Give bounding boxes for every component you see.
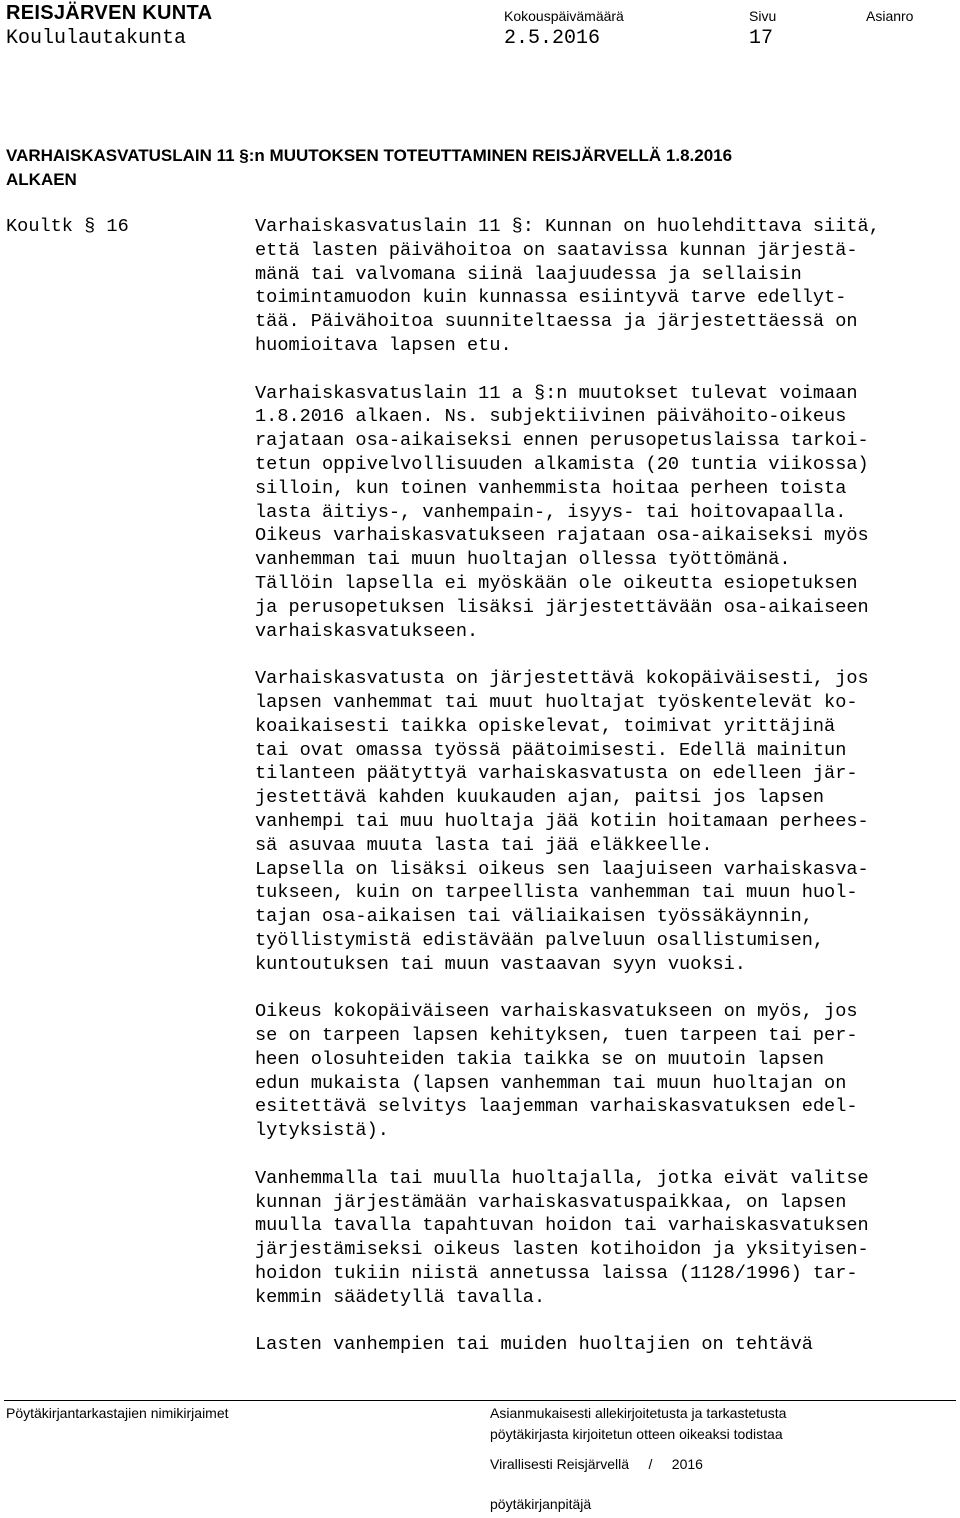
body-text-line: Varhaiskasvatusta on järjestettävä kokopäiväisesti, jos [255, 668, 869, 690]
body-text-line: edun mukaista (lapsen vanhemman tai muun huoltajan on [255, 1072, 847, 1094]
body-text-line: työllistymistä edistävään palveluun osallistumisen, [255, 929, 825, 951]
body-text-line: lasta äitiys-, vanhempain-, isyys- tai hoitovapaalla. [255, 501, 847, 523]
body-text-line: kuntoutuksen tai muun vastaavan syyn vuoksi. [255, 953, 746, 975]
body-text-line: mänä tai valvomana siinä laajuudessa ja sellaisin [255, 263, 802, 285]
body-text-line: Lasten vanhempien tai muiden huoltajien on tehtävä [255, 1334, 813, 1356]
footer-initials-label: Pöytäkirjantarkastajien nimikirjaimet [6, 1405, 229, 1421]
body-text-line: Oikeus varhaiskasvatukseen rajataan osa-aikaiseksi myös [255, 525, 869, 547]
body-text-line: kunnan järjestämään varhaiskasvatuspaikkaa, on lapsen [255, 1191, 847, 1213]
body-text-line: rajataan osa-aikaiseksi ennen perusopetuslaissa tarkoi- [255, 430, 869, 452]
body-text-line: Lapsella on lisäksi oikeus sen laajuiseen varhaiskasva- [255, 858, 869, 880]
organization-name: REISJÄRVEN KUNTA [6, 2, 213, 24]
body-text-line: lapsen vanhemmat tai muut huoltajat työskentelevät ko- [255, 691, 858, 713]
document-title-line-2: ALKAEN [6, 170, 77, 189]
paragraph-gap [255, 358, 880, 382]
body-text-line: Oikeus kokopäiväiseen varhaiskasvatukseen on myös, jos [255, 1001, 858, 1023]
body-text-line: hoidon tukiin niistä annetussa laissa (1128/1996) tar- [255, 1263, 858, 1285]
body-text-line: jestettävä kahden kuukauden ajan, paitsi jos lapsen [255, 787, 825, 809]
body-text-line: että lasten päivähoitoa on saatavissa kunnan järjestä- [255, 239, 858, 261]
committee-name: Koululautakunta [6, 27, 187, 50]
paragraph-gap [255, 1310, 880, 1334]
body-text-line: 1.8.2016 alkaen. Ns. subjektiivinen päivähoito-oikeus [255, 406, 847, 428]
body-text-line: tetun oppivelvollisuuden alkamista (20 tuntia viikossa) [255, 453, 869, 475]
page-number: 17 [749, 27, 774, 50]
footer-minutes-keeper: pöytäkirjanpitäjä [490, 1496, 592, 1512]
main-body-text [255, 215, 880, 1357]
body-text-line: tukseen, kuin on tarpeellista vanhemman tai muun huol- [255, 882, 858, 904]
body-text-line: se on tarpeen lapsen kehityksen, tuen tarpeen tai per- [255, 1025, 858, 1047]
paragraph-gap [255, 643, 880, 667]
meeting-date: 2.5.2016 [504, 27, 601, 50]
paragraph-gap [255, 977, 880, 1001]
document-title-line-1: VARHAISKASVATUSLAIN 11 §:n MUUTOKSEN TOTEUTTAMINEN REISJÄRVELLÄ 1.8.2016 [6, 146, 733, 165]
body-text-line: Tällöin lapsella ei myöskään ole oikeutta esiopetuksen [255, 572, 858, 594]
paragraph-gap [255, 1143, 880, 1167]
body-text-line: sä asuvaa muuta lasta tai jää eläkkeelle. [255, 834, 713, 856]
body-text-line: heen olosuhteiden takia taikka se on muutoin lapsen [255, 1048, 825, 1070]
body-text-line: kemmin säädetyllä tavalla. [255, 1286, 546, 1308]
body-text-line: varhaiskasvatukseen. [255, 620, 479, 642]
footer-divider [4, 1400, 956, 1401]
body-text-line: Vanhemmalla tai muulla huoltajalla, jotka eivät valitse [255, 1167, 869, 1189]
body-text-line: ja perusopetuksen lisäksi järjestettävään osa-aikaiseen [255, 596, 869, 618]
body-text-line: silloin, kun toinen vanhemmista hoitaa perheen toista [255, 477, 847, 499]
meeting-date-label: Kokouspäivämäärä [504, 8, 624, 24]
body-text-line: Varhaiskasvatuslain 11 §: Kunnan on huolehdittava siitä, [255, 216, 880, 237]
body-text-line: esitettävä selvitys laajemman varhaiskasvatuksen edel- [255, 1096, 858, 1118]
footer-certification-line-1: Asianmukaisesti allekirjoitetusta ja tarkastetusta [490, 1405, 787, 1421]
footer-certification-line-2: pöytäkirjasta kirjoitetun otteen oikeaksi todistaa [490, 1426, 783, 1442]
body-text-line: huomioitava lapsen etu. [255, 334, 512, 356]
body-text-line: koaikaisesti taikka opiskelevat, toimivat yrittäjinä [255, 715, 836, 737]
body-text-line: tää. Päivähoitoa suunniteltaessa ja järjestettäessä on [255, 311, 858, 333]
body-text-line: tai ovat omassa työssä päätoimisesti. Edellä mainitun [255, 739, 847, 761]
body-text-line: muulla tavalla tapahtuvan hoidon tai varhaiskasvatuksen [255, 1215, 869, 1237]
body-text-line: Varhaiskasvatuslain 11 a §:n muutokset tulevat voimaan [255, 382, 858, 404]
body-text-line: toimintamuodon kuin kunnassa esiintyvä tarve edellyt- [255, 287, 847, 309]
section-reference: Koultk § 16 [6, 216, 129, 237]
body-text-line: tajan osa-aikaisen tai väliaikaisen työssäkäynnin, [255, 906, 813, 928]
body-text-line: vanhemman tai muun huoltajan ollessa työttömänä. [255, 549, 791, 571]
footer-place-date: Virallisesti Reisjärvellä / 2016 [490, 1456, 703, 1472]
case-number-label: Asianro [866, 8, 914, 24]
body-text-line: järjestämiseksi oikeus lasten kotihoidon ja yksityisen- [255, 1239, 869, 1261]
page-label: Sivu [749, 8, 777, 24]
body-text-line: tilanteen päätyttyä varhaiskasvatusta on edelleen jär- [255, 763, 858, 785]
body-text-line: lytyksistä). [255, 1120, 389, 1142]
body-text-line: vanhempi tai muu huoltaja jää kotiin hoitamaan perhees- [255, 810, 869, 832]
